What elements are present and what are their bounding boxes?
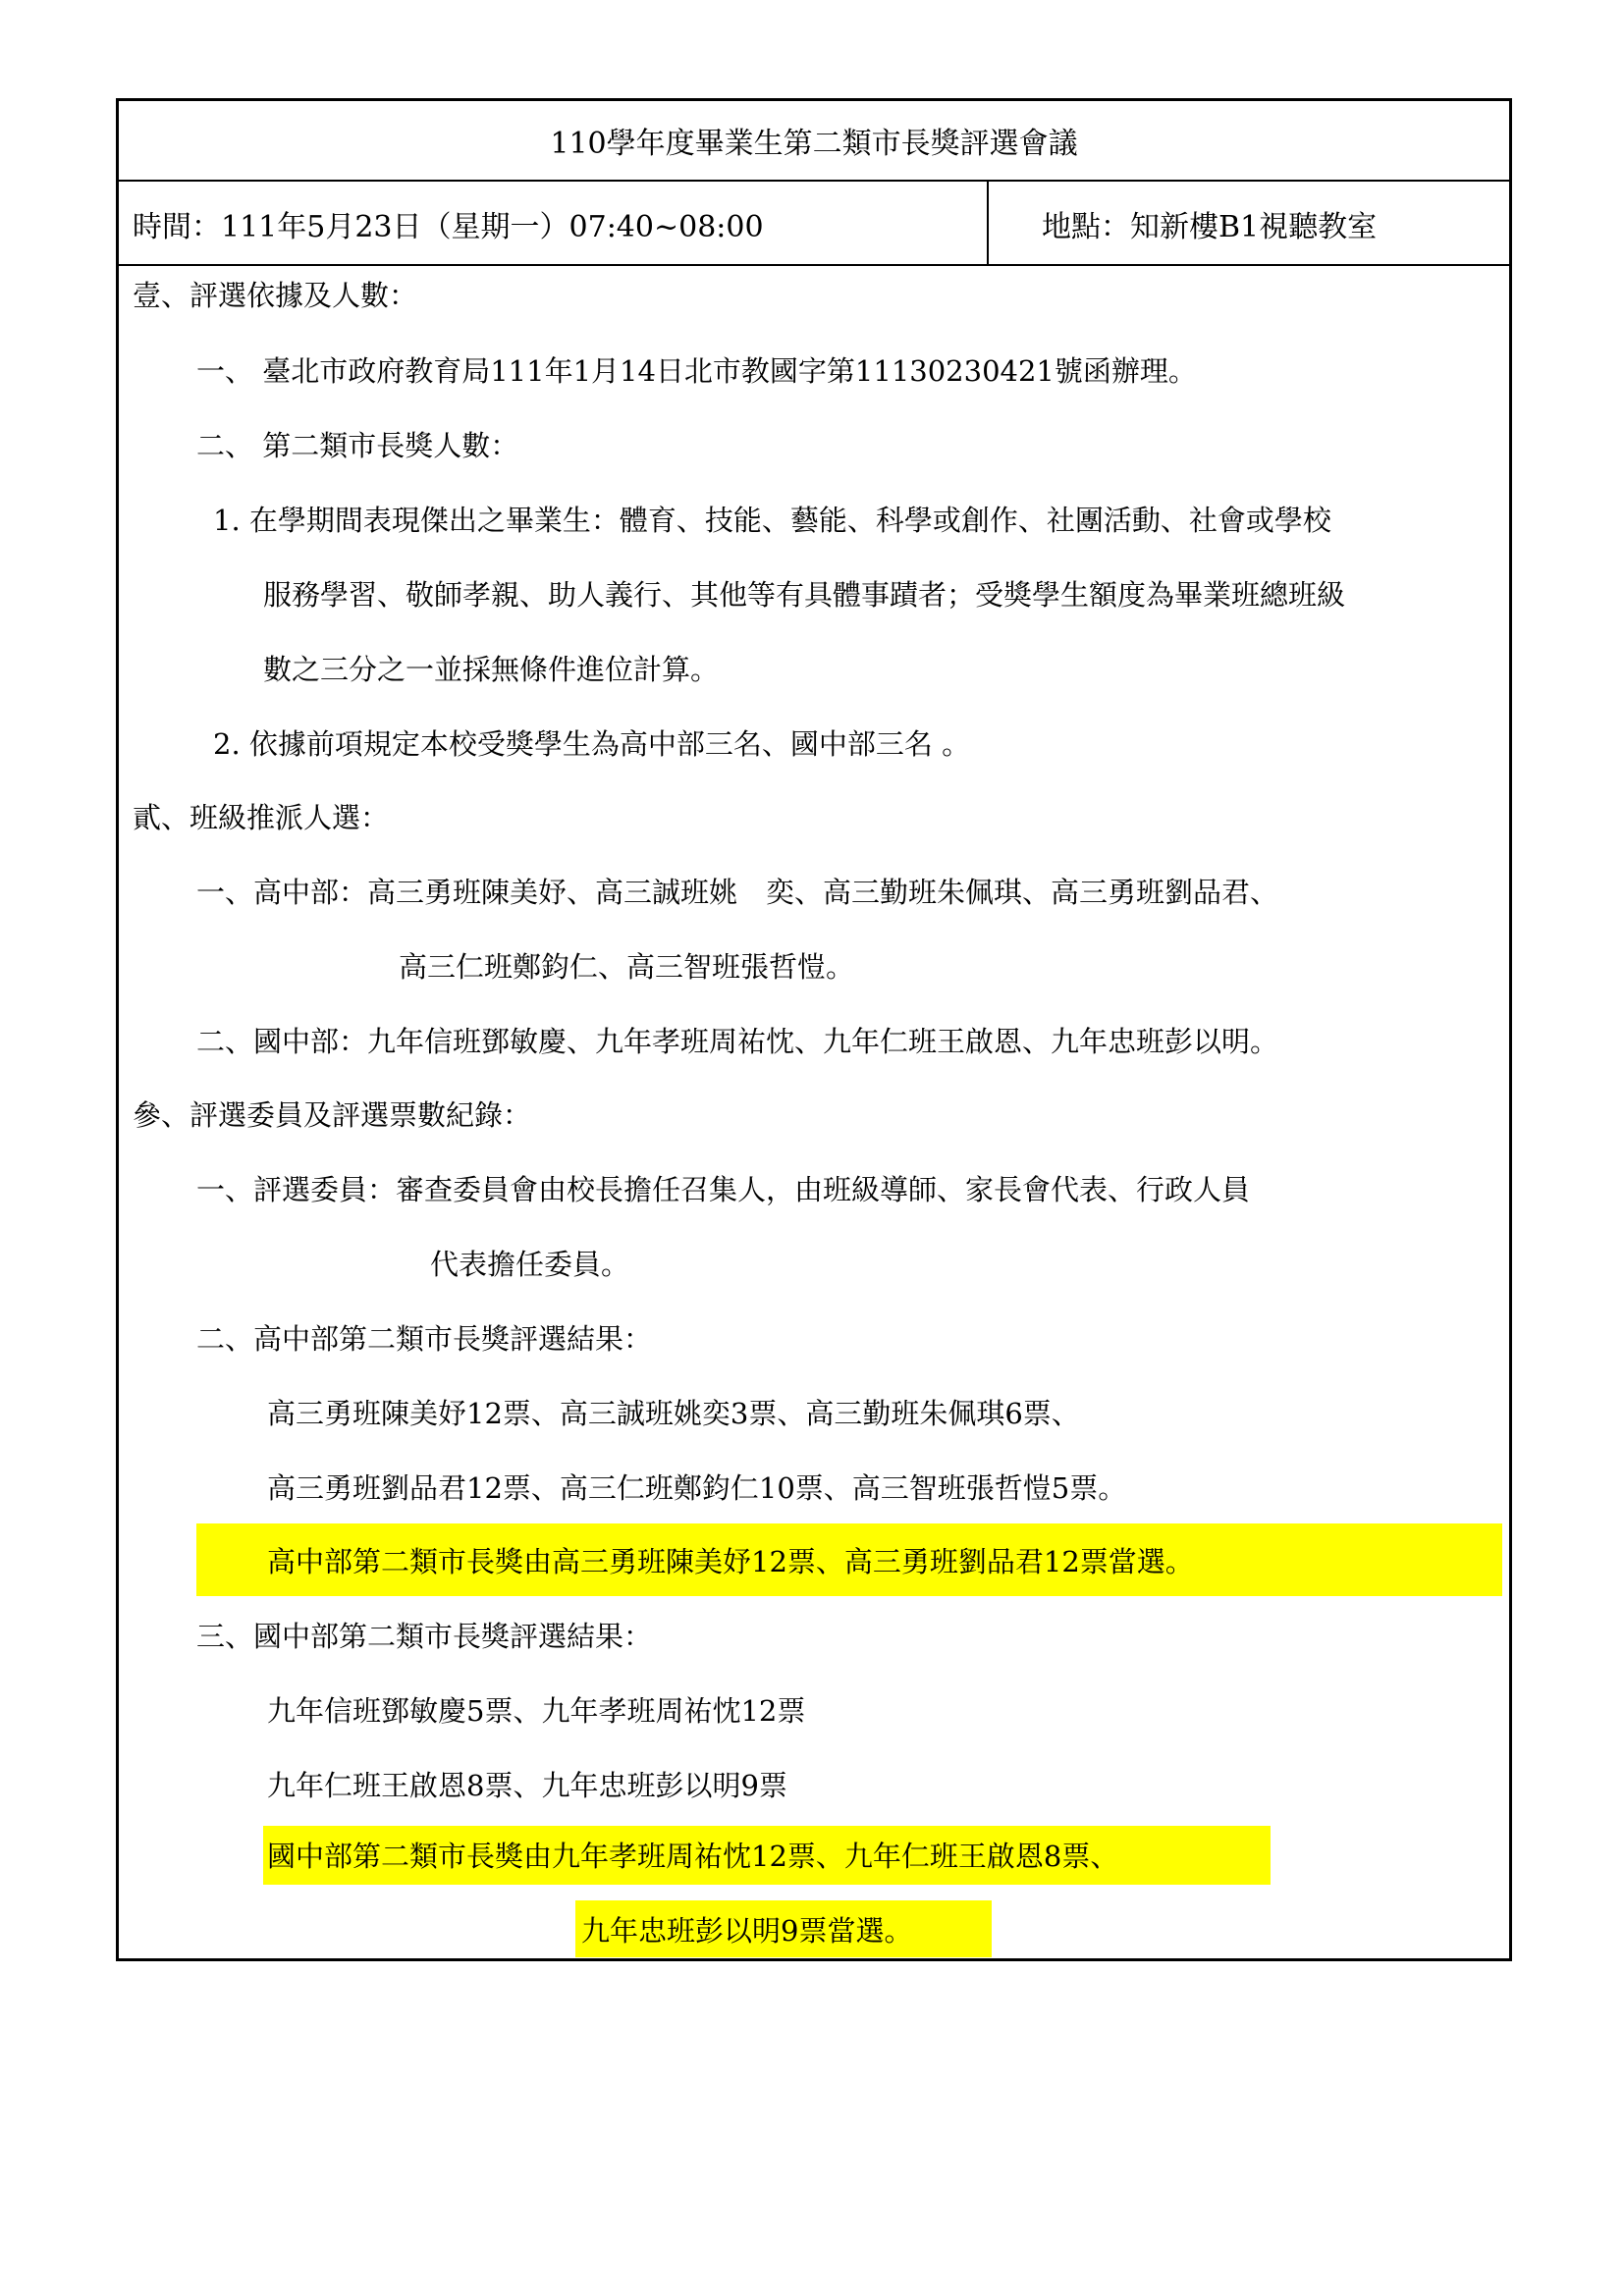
senior-votes-line-2: 高三勇班劉品君12票、高三仁班鄭鈞仁10票、高三智班張哲愷5票。: [267, 1471, 1127, 1505]
section-3-item-1-line-2: 代表擔任委員。: [430, 1248, 630, 1281]
junior-votes-line-2: 九年仁班王啟恩8票、九年忠班彭以明9票: [267, 1769, 787, 1802]
meeting-time: 時間：111年5月23日（星期一）07:40~08:00: [133, 210, 764, 244]
section-1-item-1: 一、 臺北市政府教育局111年1月14日北市教國字第11130230421號函辦理。: [196, 354, 1197, 388]
section-2-item-1-line-1: 一、高中部：高三勇班陳美妤、高三誠班姚 奕、高三勤班朱佩琪、高三勇班劉品君、: [196, 876, 1279, 909]
section-2-item-1-line-2: 高三仁班鄭鈞仁、高三智班張哲愷。: [399, 950, 855, 984]
section-3-item-1-line-1: 一、評選委員：審查委員會由校長擔任召集人，由班級導師、家長會代表、行政人員: [196, 1173, 1251, 1206]
section-1-sub-1-line-1: 1. 在學期間表現傑出之畢業生：體育、技能、藝能、科學或創作、社團活動、社會或學校: [213, 504, 1331, 537]
section-3-heading: 參、評選委員及評選票數紀錄：: [133, 1098, 532, 1132]
meeting-place: 地點：知新樓B1視聽教室: [1042, 210, 1378, 244]
section-1-sub-2: 2. 依據前項規定本校受獎學生為高中部三名、國中部三名 。: [213, 727, 971, 761]
junior-result-line-1: 國中部第二類市長獎由九年孝班周祐忱12票、九年仁班王啟恩8票、: [267, 1840, 1119, 1873]
junior-votes-line-1: 九年信班鄧敏慶5票、九年孝班周祐忱12票: [267, 1694, 806, 1728]
senior-result: 高中部第二類市長獎由高三勇班陳美妤12票、高三勇班劉品君12票當選。: [267, 1545, 1194, 1578]
senior-votes-line-1: 高三勇班陳美妤12票、高三誠班姚奕3票、高三勤班朱佩琪6票、: [267, 1397, 1080, 1430]
section-1-item-2: 二、 第二類市長獎人數：: [196, 429, 519, 462]
section-1-sub-1-line-3: 數之三分之一並採無條件進位計算。: [263, 653, 720, 686]
meeting-title: 110學年度畢業生第二類市長獎評選會議: [119, 101, 1509, 182]
section-1-sub-1-line-2: 服務學習、敬師孝親、助人義行、其他等有具體事蹟者；受獎學生額度為畢業班總班級: [263, 578, 1346, 612]
meeting-meta-row: [119, 182, 1509, 266]
section-3-item-2-heading: 二、高中部第二類市長獎評選結果：: [196, 1322, 653, 1356]
section-3-item-3-heading: 三、國中部第二類市長獎評選結果：: [196, 1620, 653, 1653]
meta-divider: [987, 182, 989, 264]
section-2-heading: 貳、班級推派人選：: [133, 801, 390, 834]
section-1-heading: 壹、評選依據及人數：: [133, 279, 418, 312]
section-2-item-2: 二、國中部：九年信班鄧敏慶、九年孝班周祐忱、九年仁班王啟恩、九年忠班彭以明。: [196, 1025, 1279, 1058]
junior-result-line-2: 九年忠班彭以明9票當選。: [581, 1914, 913, 1948]
